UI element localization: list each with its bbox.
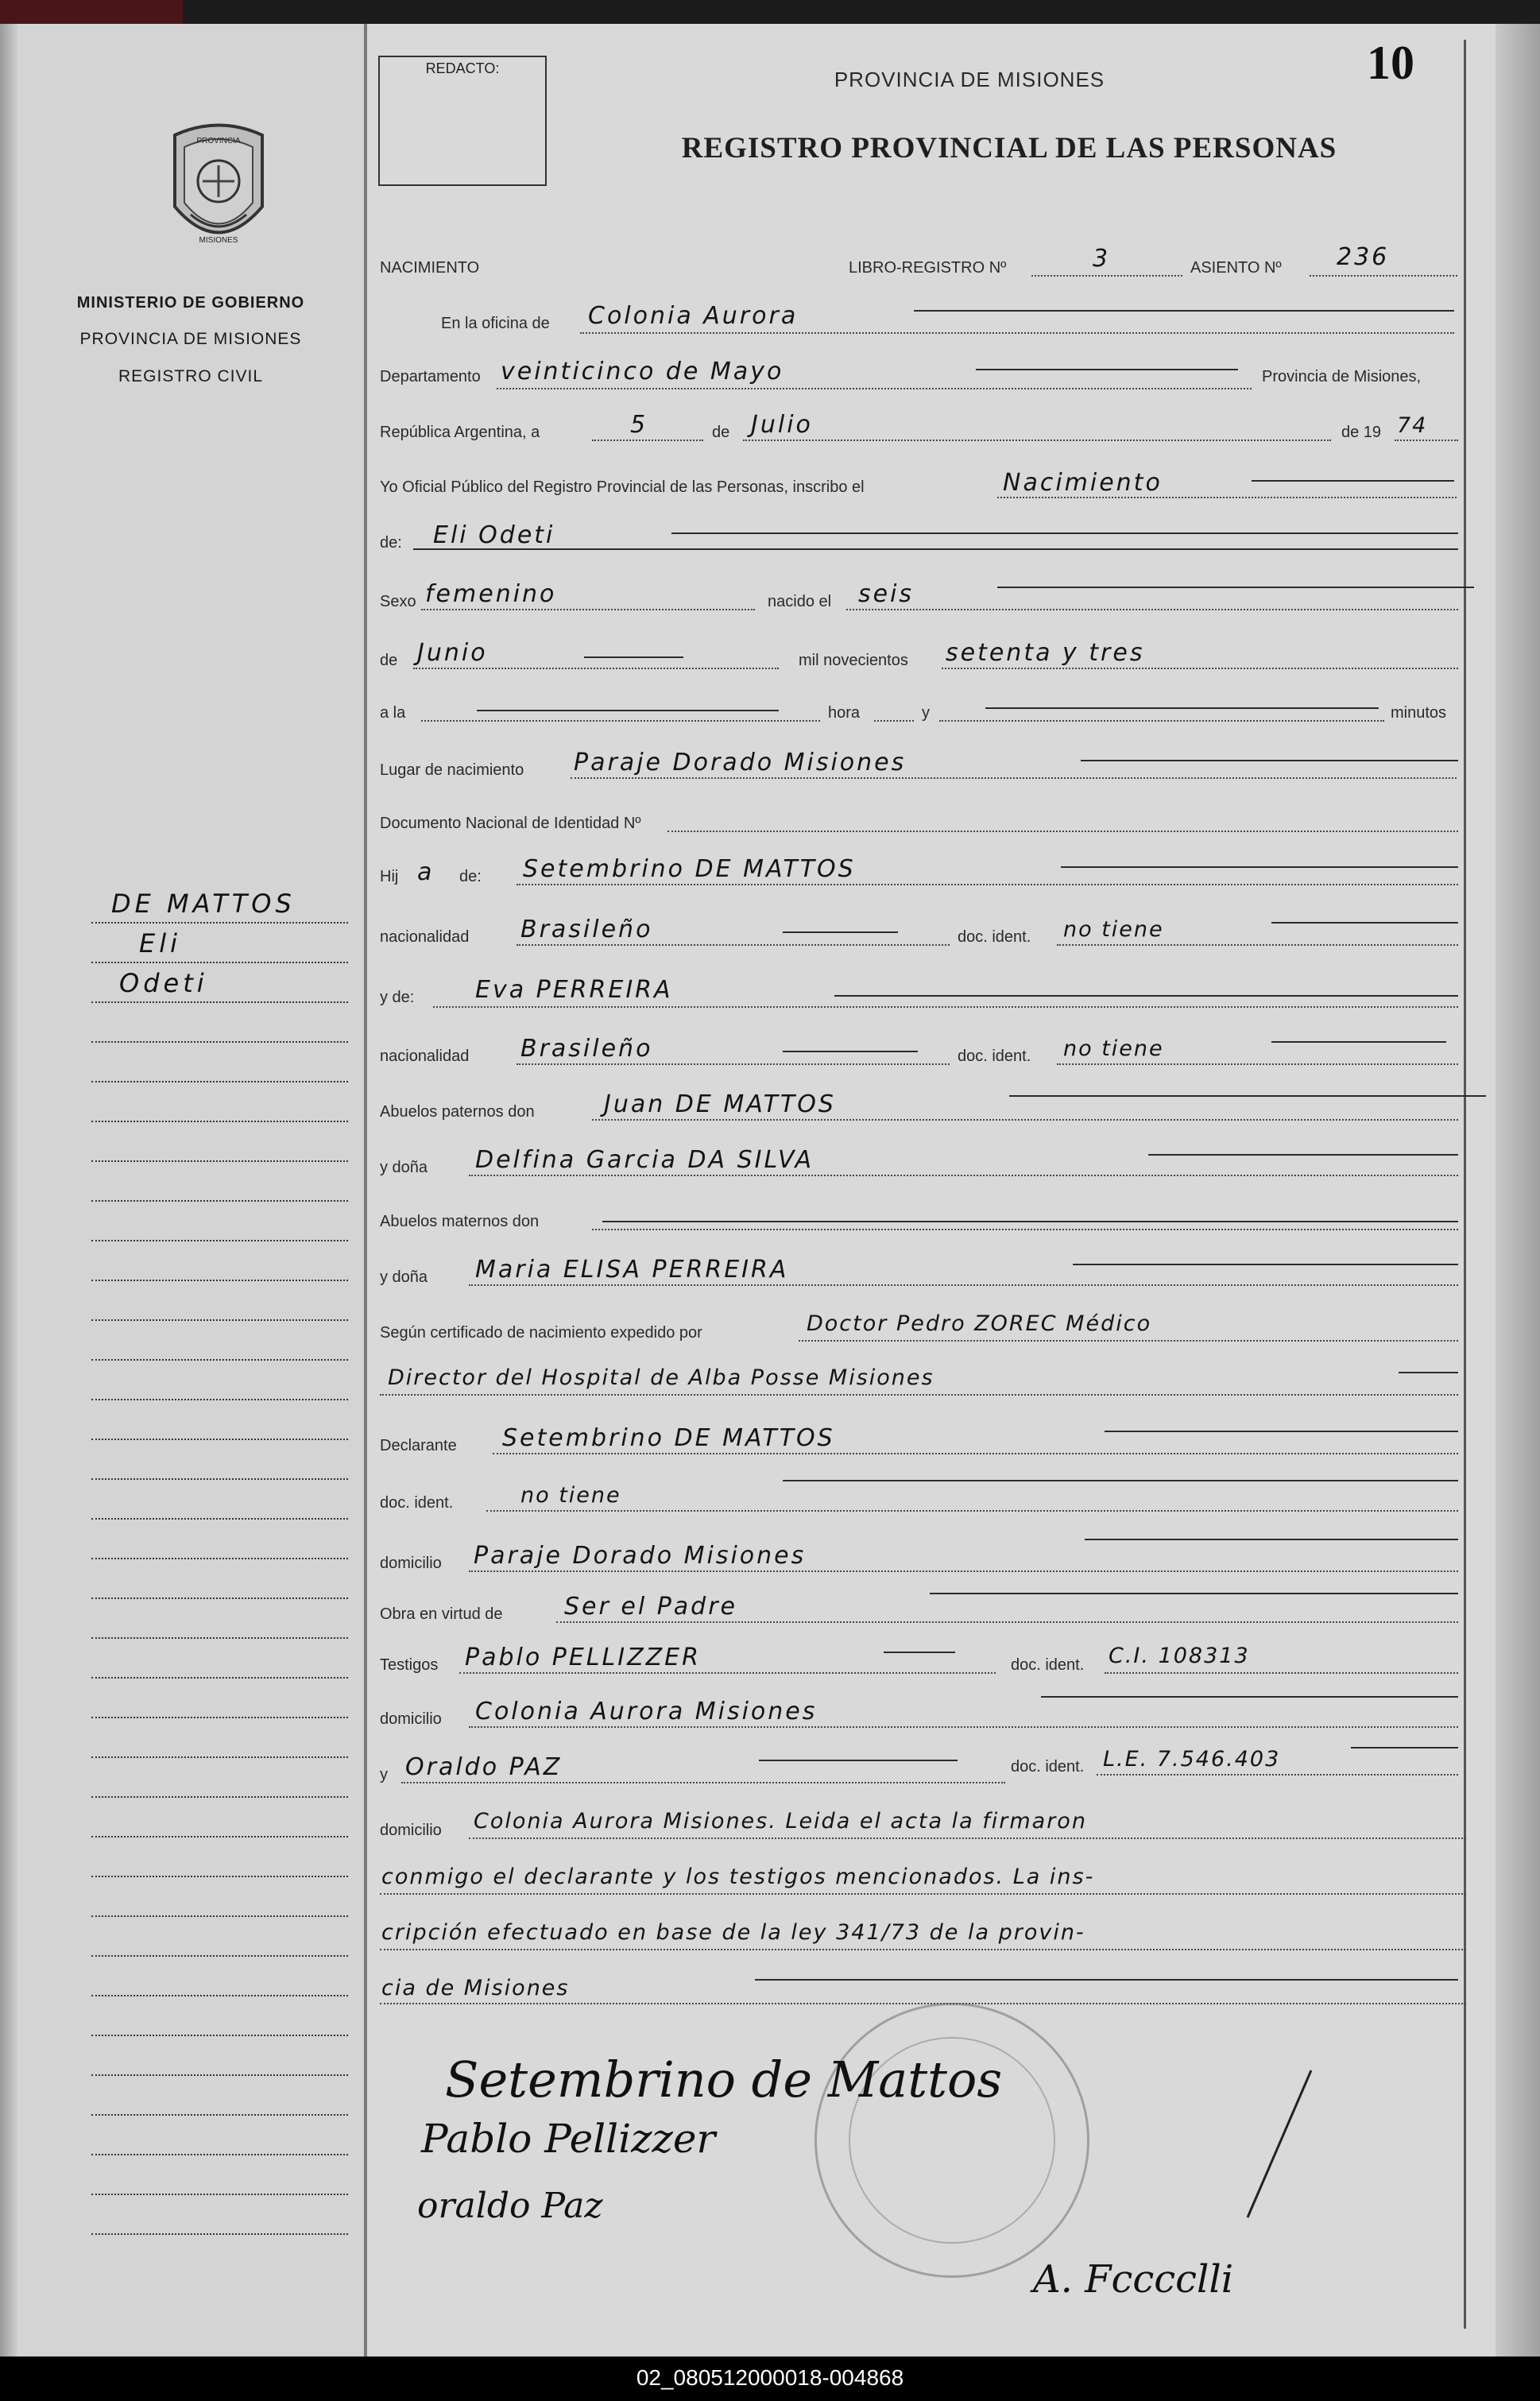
national-id-label: Documento Nacional de Identidad Nº (380, 815, 641, 832)
maternal-grandmother-label: y doña (380, 1268, 428, 1286)
witness2-doc-value: L.E. 7.546.403 (1103, 1747, 1281, 1772)
office-label: En la oficina de (441, 315, 550, 332)
official-seal (814, 2003, 1089, 2278)
department-value: veinticinco de Mayo (501, 358, 784, 385)
paternal-grandfather-label: Abuelos paternos don (380, 1103, 535, 1121)
and-of-label: y de: (380, 989, 415, 1006)
declarant-label: Declarante (380, 1437, 457, 1454)
father-nationality-label: nacionalidad (380, 928, 470, 946)
witness2-signature: oraldo Paz (417, 2186, 603, 2226)
mother-doc-value: no tiene (1063, 1036, 1164, 1061)
child-of-label: Hij (380, 868, 399, 885)
father-doc-value: no tiene (1063, 917, 1164, 942)
margin-first-name: Eli (139, 928, 181, 958)
closing-line-1: conmigo el declarante y los testigos mencionados. La ins- (381, 1865, 1095, 1889)
child-gender-suffix: a (417, 858, 435, 886)
father-doc-label: doc. ident. (958, 928, 1031, 946)
sex-value: femenino (425, 580, 557, 608)
republic-label: República Argentina, a (380, 424, 540, 441)
born-month-de-label: de (380, 652, 398, 669)
officer-label: Yo Oficial Público del Registro Provincial de las Personas, inscribo el (380, 478, 865, 496)
declarant-signature: Setembrino de Mattos (445, 2051, 1003, 2109)
registry-heading: REGISTRO PROVINCIAL DE LAS PERSONAS (681, 132, 1337, 165)
month-value: Julio (751, 411, 813, 439)
at-label: a la (380, 704, 406, 722)
certificate-issuer-value: Doctor Pedro ZOREC Médico (807, 1311, 1152, 1336)
province-suffix: Provincia de Misiones, (1262, 368, 1422, 385)
witness1-doc-value: C.I. 108313 (1109, 1644, 1250, 1668)
certificate-issuer-cont: Director del Hospital de Alba Posse Misiones (388, 1365, 934, 1390)
registry-title: REGISTRO CIVIL (118, 367, 264, 385)
crest-top-label: PROVINCIA (196, 137, 241, 145)
province-title: PROVINCIA DE MISIONES (79, 330, 302, 348)
born-year-words-value: setenta y tres (946, 639, 1145, 667)
year-prefix-label: de 19 (1341, 424, 1382, 441)
of-label: de: (380, 534, 402, 552)
right-border-rule (1464, 40, 1466, 2329)
libro-label: LIBRO-REGISTRO Nº (849, 259, 1007, 277)
born-month-value: Junio (417, 639, 488, 667)
witness1-address-value: Colonia Aurora Misiones (475, 1698, 818, 1725)
mother-nationality-value: Brasileño (520, 1035, 653, 1063)
witness2-address-label: domicilio (380, 1822, 442, 1839)
binding-spine (0, 24, 17, 2356)
birthplace-label: Lugar de nacimiento (380, 761, 524, 779)
paternal-grandmother-label: y doña (380, 1159, 428, 1176)
declarant-address-value: Paraje Dorado Misiones (474, 1542, 807, 1570)
act-type-label: NACIMIENTO (380, 259, 480, 277)
department-label: Departamento (380, 368, 481, 385)
day-value: 5 (630, 411, 648, 439)
declarant-address-label: domicilio (380, 1555, 442, 1572)
officer-signature: A. Fcccclli (1033, 2257, 1234, 2302)
closing-line-2: cripción efectuado en base de la ley 341/73 de la provin- (381, 1920, 1085, 1945)
registered-name-value: Eli Odeti (433, 521, 555, 549)
margin-surname: DE MATTOS (111, 889, 296, 919)
witness1-signature: Pablo Pellizzer (421, 2116, 716, 2162)
born-on-label: nacido el (768, 593, 832, 610)
paternal-grandmother-value: Delfina Garcia DA SILVA (475, 1146, 814, 1174)
paternal-grandfather-value: Juan DE MATTOS (604, 1090, 836, 1118)
declarant-doc-value: no tiene (520, 1483, 621, 1508)
office-value: Colonia Aurora (588, 302, 799, 330)
thousand-nine-hundred-label: mil novecientos (799, 652, 908, 669)
and-label: y (922, 704, 930, 722)
child-of-de-label: de: (459, 868, 482, 885)
hour-label: hora (828, 704, 861, 722)
page-edge (1496, 24, 1540, 2356)
provincial-crest-icon (159, 119, 278, 262)
mother-nationality-label: nacionalidad (380, 1048, 470, 1065)
mother-name-value: Eva PERREIRA (475, 976, 673, 1004)
acting-as-value: Ser el Padre (564, 1593, 738, 1621)
witness2-name-value: Oraldo PAZ (405, 1753, 563, 1781)
declarant-value: Setembrino DE MATTOS (502, 1424, 835, 1452)
page-number: 10 (1367, 37, 1414, 89)
born-day-value: seis (858, 580, 915, 608)
signature-flourish (1224, 2066, 1319, 2225)
witness2-doc-label: doc. ident. (1011, 1758, 1085, 1776)
asiento-label: ASIENTO Nº (1190, 259, 1282, 277)
libro-value: 3 (1093, 245, 1111, 273)
redacto-box (378, 56, 547, 186)
witness1-doc-label: doc. ident. (1011, 1656, 1085, 1674)
acting-as-label: Obra en virtud de (380, 1605, 503, 1623)
maternal-grandfather-label: Abuelos maternos don (380, 1213, 540, 1230)
year-value: 74 (1397, 413, 1428, 438)
redacto-label: REDACTO: (425, 60, 500, 76)
act-registered-value: Nacimiento (1003, 469, 1163, 497)
closing-line-3: cia de Misiones (381, 1976, 570, 2000)
father-name-value: Setembrino DE MATTOS (523, 855, 856, 883)
asiento-value: 236 (1337, 243, 1390, 271)
witness1-address-label: domicilio (380, 1710, 442, 1728)
province-heading: PROVINCIA DE MISIONES (834, 68, 1105, 91)
ministry-title: MINISTERIO DE GOBIERNO (76, 294, 305, 312)
maternal-grandmother-value: Maria ELISA PERREIRA (475, 1256, 789, 1284)
witness1-name-value: Pablo PELLIZZER (465, 1644, 701, 1671)
month-de-label: de (712, 424, 730, 441)
witness2-address-value: Colonia Aurora Misiones. Leida el acta la firmaron (474, 1809, 1087, 1834)
crest-bottom-label: MISIONES (199, 236, 238, 245)
birthplace-value: Paraje Dorado Misiones (574, 749, 907, 776)
witness2-and-label: y (380, 1766, 388, 1783)
sex-label: Sexo (380, 593, 416, 610)
witnesses-label: Testigos (380, 1656, 439, 1674)
mother-doc-label: doc. ident. (958, 1048, 1031, 1065)
father-nationality-value: Brasileño (520, 916, 653, 943)
declarant-doc-label: doc. ident. (380, 1494, 454, 1512)
document-id: 02_080512000018-004868 (636, 2365, 904, 2390)
certificate-label: Según certificado de nacimiento expedido por (380, 1324, 702, 1342)
margin-second-name: Odeti (119, 968, 208, 998)
minutes-label: minutos (1391, 704, 1447, 722)
